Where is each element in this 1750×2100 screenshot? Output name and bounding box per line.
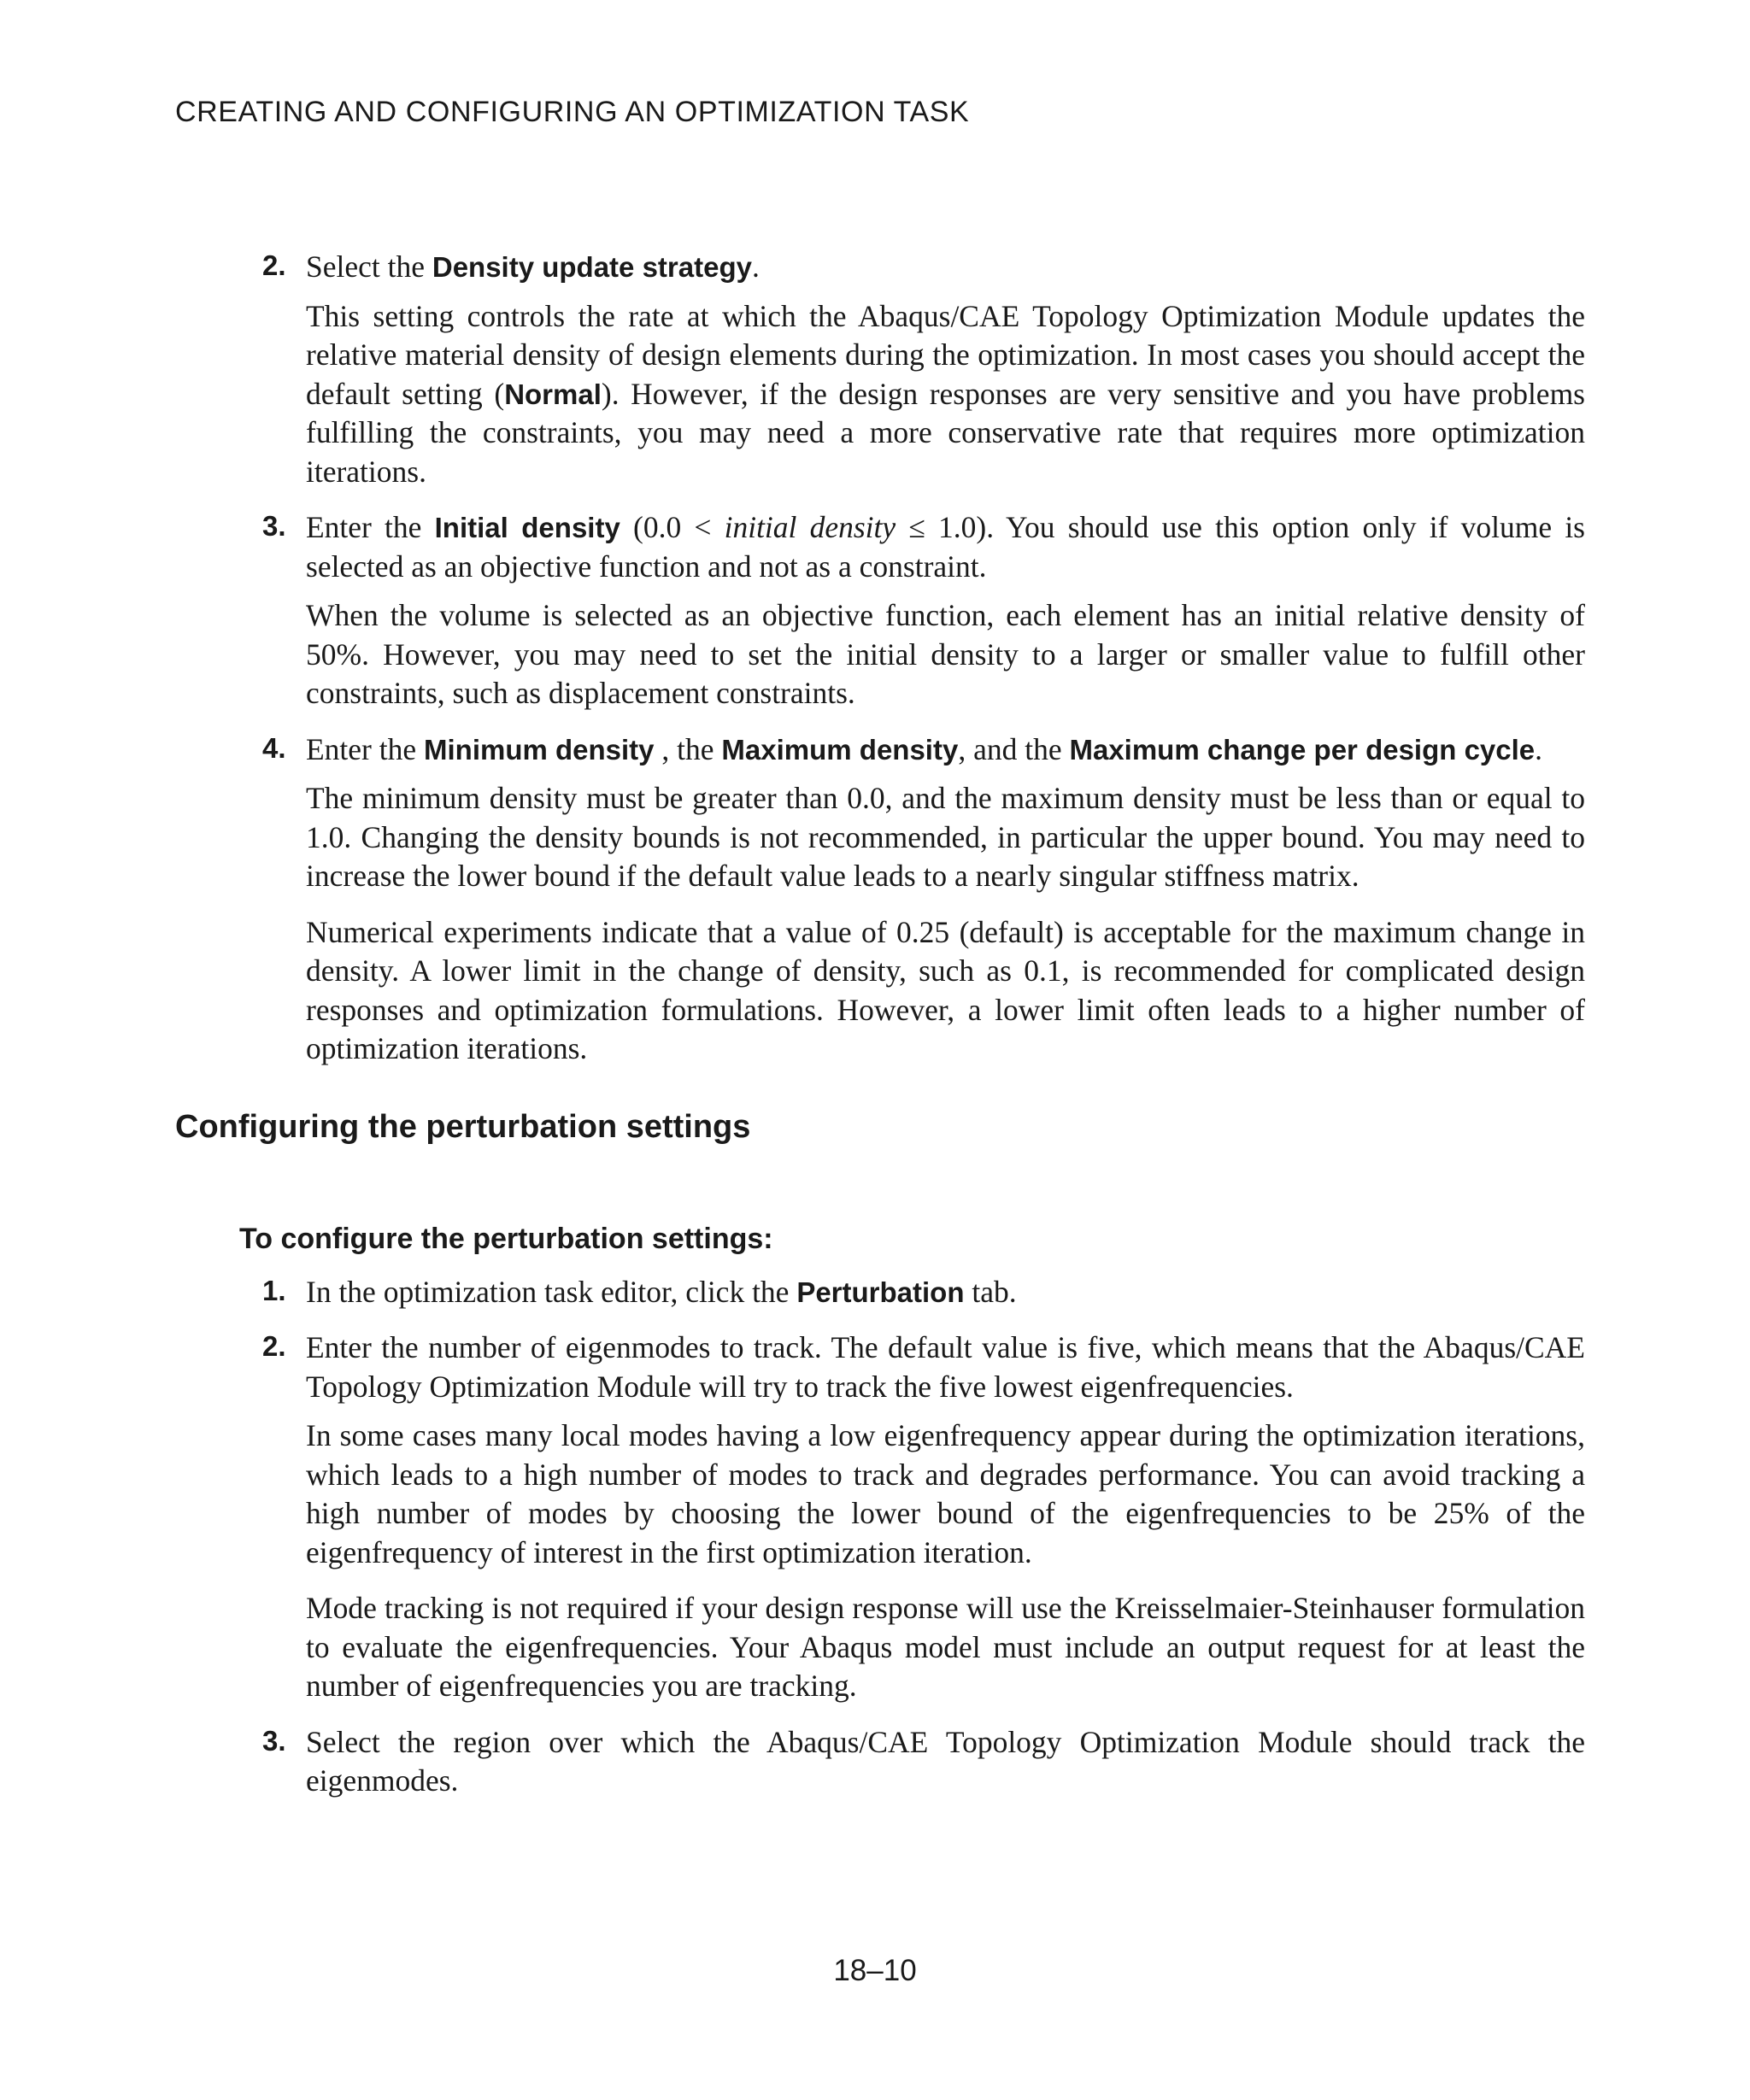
step-instruction: Enter the Minimum density , the Maximum density, and the Maximum change per design cycle. bbox=[306, 731, 1543, 766]
running-head: CREATING AND CONFIGURING AN OPTIMIZATION TASK bbox=[175, 96, 970, 128]
list-item bbox=[175, 1329, 1585, 1706]
step-explanation: The minimum density must be greater than 0.0, and the maximum density must be less than or equal to 1.0. Changing the density bounds is not recommended, in particular the upper bound. You may need to increase the lower bound if the default value leads to a nearly singular stiffness matrix. bbox=[306, 781, 1585, 893]
step-instruction: In the optimization task editor, click the Perturbation tab. bbox=[306, 1274, 1017, 1309]
step-number: 2. bbox=[262, 249, 286, 281]
ui-term: Normal bbox=[504, 378, 602, 410]
step-explanation: When the volume is selected as an objective function, each element has an initial relative density of 50%. However, you may need to set the initial density to a larger or smaller value to fulfill other constraints, such as displacement constraints. bbox=[306, 598, 1585, 710]
section-heading: Configuring the perturbation settings bbox=[175, 1108, 751, 1145]
procedure-heading: To configure the perturbation settings: bbox=[239, 1222, 773, 1255]
ui-term: Minimum density bbox=[424, 733, 655, 766]
step-number: 3. bbox=[262, 1724, 286, 1757]
step-instruction: Enter the number of eigenmodes to track. The default value is five, which means that the Abaqus/CAE Topology Optimization Module will try to track the five lowest eigenfrequencies. bbox=[306, 1330, 1585, 1404]
page-content bbox=[175, 248, 1585, 1818]
list-item bbox=[175, 1723, 1585, 1801]
list-item bbox=[175, 248, 1585, 491]
list-item bbox=[175, 1273, 1585, 1312]
list-item bbox=[175, 730, 1585, 1069]
ui-term: Density update strategy bbox=[432, 251, 752, 283]
step-number: 1. bbox=[262, 1274, 286, 1306]
step-number: 3. bbox=[262, 510, 286, 542]
ui-term: Initial density bbox=[434, 512, 620, 543]
ui-term: Maximum density bbox=[721, 733, 959, 766]
ui-term: Maximum change per design cycle bbox=[1069, 733, 1536, 766]
list-item bbox=[175, 508, 1585, 713]
density-step-list bbox=[175, 248, 1585, 1069]
perturbation-step-list bbox=[175, 1273, 1585, 1801]
step-explanation: Numerical experiments indicate that a value of 0.25 (default) is acceptable for the maximum change in density. A lower limit in the change of density, such as 0.1, is recommended for complicated design responses and optimization formulations. However, a lower limit often leads to a higher number of optimization iterations. bbox=[306, 914, 1585, 1065]
step-explanation: This setting controls the rate at which the Abaqus/CAE Topology Optimization Module updates the relative material density of design elements during the optimization. In most cases you should accept the default setting (Normal). However, if the design responses are very sensitive and you have problems fulfilling the constraints, you may need a more conservative rate that requires more optimization iterations. bbox=[306, 298, 1585, 489]
step-instruction: Select the region over which the Abaqus/CAE Topology Optimization Module should track the eigenmodes. bbox=[306, 1724, 1585, 1798]
step-number: 4. bbox=[262, 731, 286, 764]
step-instruction: Select the Density update strategy. bbox=[306, 249, 760, 284]
step-explanation: Mode tracking is not required if your design response will use the Kreisselmaier-Steinhauser formulation to evaluate the eigenfrequencies. Your Abaqus model must include an output request for at least the number of eigenfrequencies you are tracking. bbox=[306, 1591, 1585, 1703]
page-number: 18–10 bbox=[833, 1954, 917, 1987]
step-instruction: Enter the Initial density (0.0 < initial density ≤ 1.0). You should use this option only if volume is selected as an objective function and not as a constraint. bbox=[306, 510, 1585, 584]
italic-term: initial density bbox=[724, 510, 896, 544]
step-number: 2. bbox=[262, 1330, 286, 1362]
step-explanation: In some cases many local modes having a low eigenfrequency appear during the optimization iterations, which leads to a high number of modes to track and degrades performance. You can avoid tracking a high number of modes by choosing the lower bound of the eigenfrequencies to be 25% of the eigenfrequency of interest in the first optimization iteration. bbox=[306, 1418, 1585, 1569]
ui-term: Perturbation bbox=[796, 1276, 965, 1308]
